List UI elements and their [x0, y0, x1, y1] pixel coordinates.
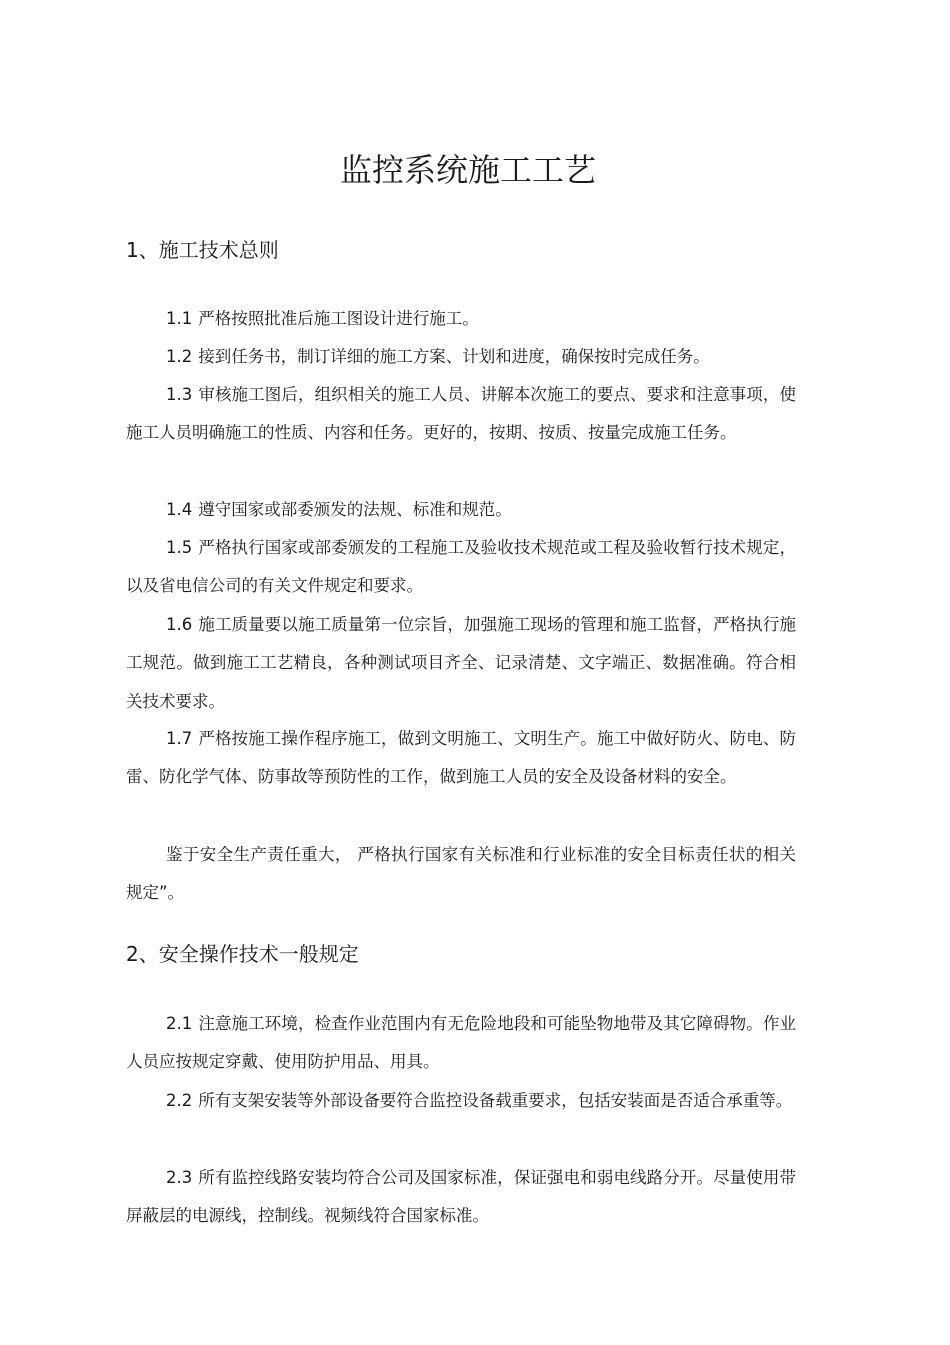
paragraph-2-3	[126, 1159, 796, 1236]
paragraph-number: 1.5	[166, 538, 193, 557]
paragraph-1-1	[126, 300, 796, 338]
paragraph-number: 1.7	[166, 729, 193, 748]
paragraph-text: 审核施工图后，组织相关的施工人员、讲解本次施工的要点、要求和注意事项，使施工人员明确施工的性质、内容和任务。更好的，按期、按质、按量完成施工任务。	[126, 385, 796, 443]
section-heading-2: 2、安全操作技术一般规定	[126, 942, 359, 966]
paragraph-1-6	[126, 606, 796, 721]
paragraph-text: 鉴于安全生产责任重大， 严格执行国家有关标准和行业标准的安全目标责任状的相关规定”。	[126, 845, 796, 903]
paragraph-text: 所有支架安装等外部设备要符合监控设备载重要求，包括安装面是否适合承重等。	[198, 1091, 793, 1110]
paragraph-number: 1.2	[166, 347, 193, 366]
paragraph-text: 注意施工环境，检查作业范围内有无危险地段和可能坠物地带及其它障碍物。作业人员应按规定穿戴、使用防护用品、用具。	[126, 1014, 796, 1072]
paragraph-text: 施工质量要以施工质量第一位宗旨，加强施工现场的管理和施工监督，严格执行施工规范。做到施工工艺精良，各种测试项目齐全、记录清楚、文字端正、数据准确。符合相关技术要求。	[126, 615, 796, 711]
section-heading-1: 1、施工技术总则	[126, 238, 279, 262]
paragraph-1-2	[126, 338, 796, 376]
paragraph-text: 所有监控线路安装均符合公司及国家标准，保证强电和弱电线路分开。尽量使用带屏蔽层的电源线，控制线。视频线符合国家标准。	[126, 1168, 796, 1226]
paragraph-2-1	[126, 1005, 796, 1082]
paragraph-number: 1.6	[166, 615, 193, 634]
paragraph-number: 1.1	[166, 309, 193, 328]
paragraph-1-5	[126, 529, 796, 606]
paragraph-1-note	[126, 836, 796, 913]
paragraph-text: 严格执行国家或部委颁发的工程施工及验收技术规范或工程及验收暂行技术规定，以及省电信公司的有关文件规定和要求。	[126, 538, 796, 596]
paragraph-number: 1.3	[166, 385, 193, 404]
paragraph-number: 2.3	[166, 1168, 193, 1187]
paragraph-1-4	[126, 491, 796, 529]
paragraph-number: 2.2	[166, 1091, 193, 1110]
document-title: 监控系统施工工艺	[340, 151, 597, 189]
paragraph-1-3	[126, 376, 796, 453]
paragraph-text: 遵守国家或部委颁发的法规、标准和规范。	[198, 500, 512, 519]
paragraph-1-7	[126, 720, 796, 797]
paragraph-number: 2.1	[166, 1014, 193, 1033]
paragraph-2-2	[126, 1082, 796, 1120]
paragraph-text: 严格按照批准后施工图设计进行施工。	[198, 309, 479, 328]
paragraph-text: 接到任务书，制订详细的施工方案、计划和进度，确保按时完成任务。	[198, 347, 710, 366]
paragraph-number: 1.4	[166, 500, 193, 519]
paragraph-text: 严格按施工操作程序施工，做到文明施工、文明生产。施工中做好防火、防电、防雷、防化学气体、防事故等预防性的工作，做到施工人员的安全及设备材料的安全。	[126, 729, 796, 787]
